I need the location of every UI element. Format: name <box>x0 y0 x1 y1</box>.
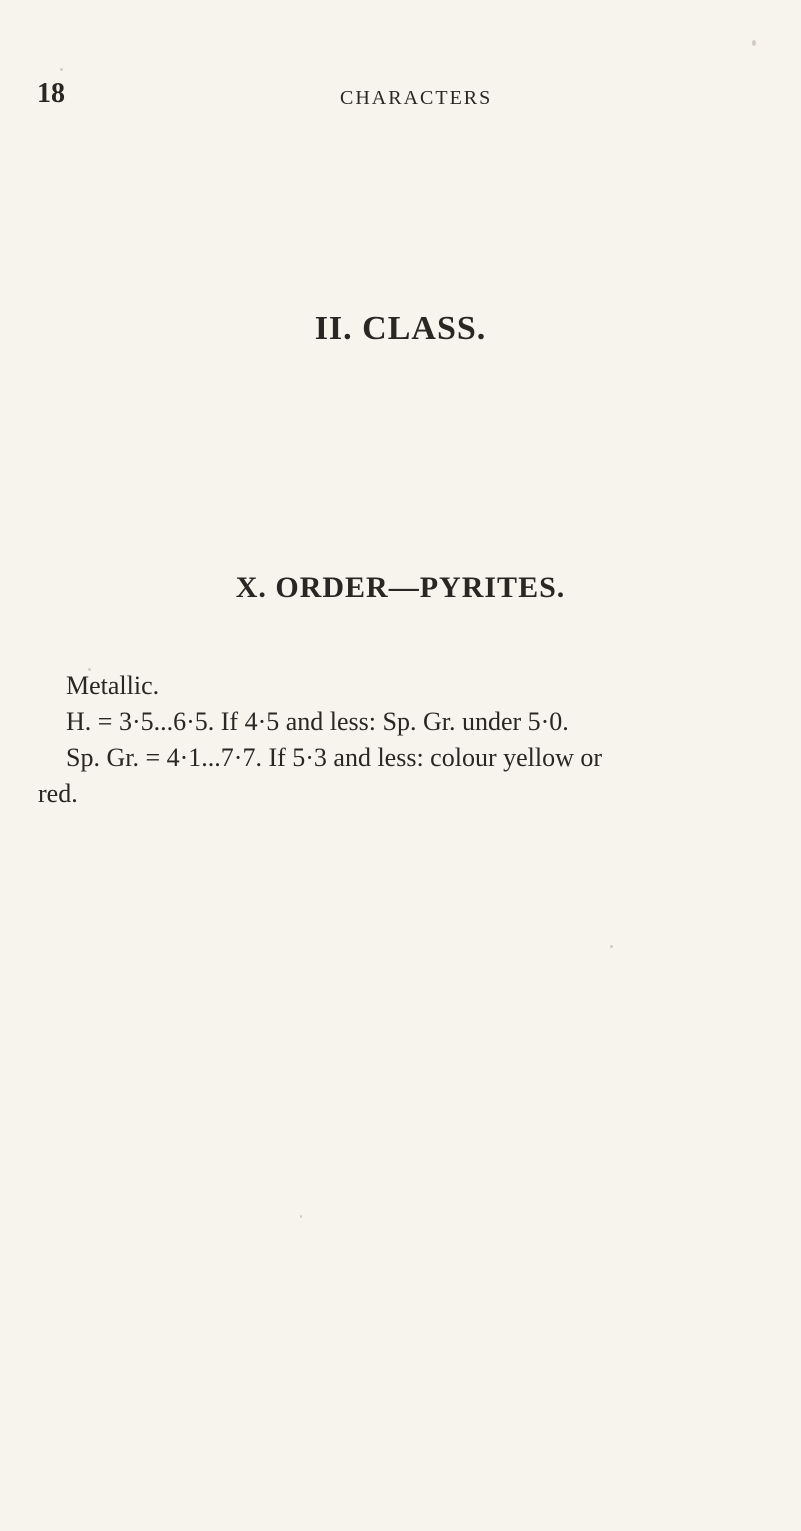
body-text <box>38 668 778 812</box>
order-title: X. ORDER—PYRITES. <box>235 571 566 604</box>
page-number: 18 <box>37 78 65 109</box>
paper-speck <box>88 668 91 671</box>
page-header <box>0 78 801 118</box>
text-line-continuation: red. <box>38 779 78 808</box>
class-title: II. CLASS. <box>314 310 487 347</box>
paper-speck <box>610 945 613 948</box>
paper-speck <box>752 40 756 46</box>
paper-speck <box>60 68 63 71</box>
text-line-specific-gravity: Sp. Gr. = 4·1...7·7. If 5·3 and less: colour yellow or <box>66 743 603 772</box>
text-line-hardness: H. = 3·5...6·5. If 4·5 and less: Sp. Gr. under 5·0. <box>66 707 569 736</box>
paper-speck <box>300 1215 302 1218</box>
running-head: CHARACTERS <box>340 87 493 109</box>
text-line-metallic: Metallic. <box>66 671 160 700</box>
